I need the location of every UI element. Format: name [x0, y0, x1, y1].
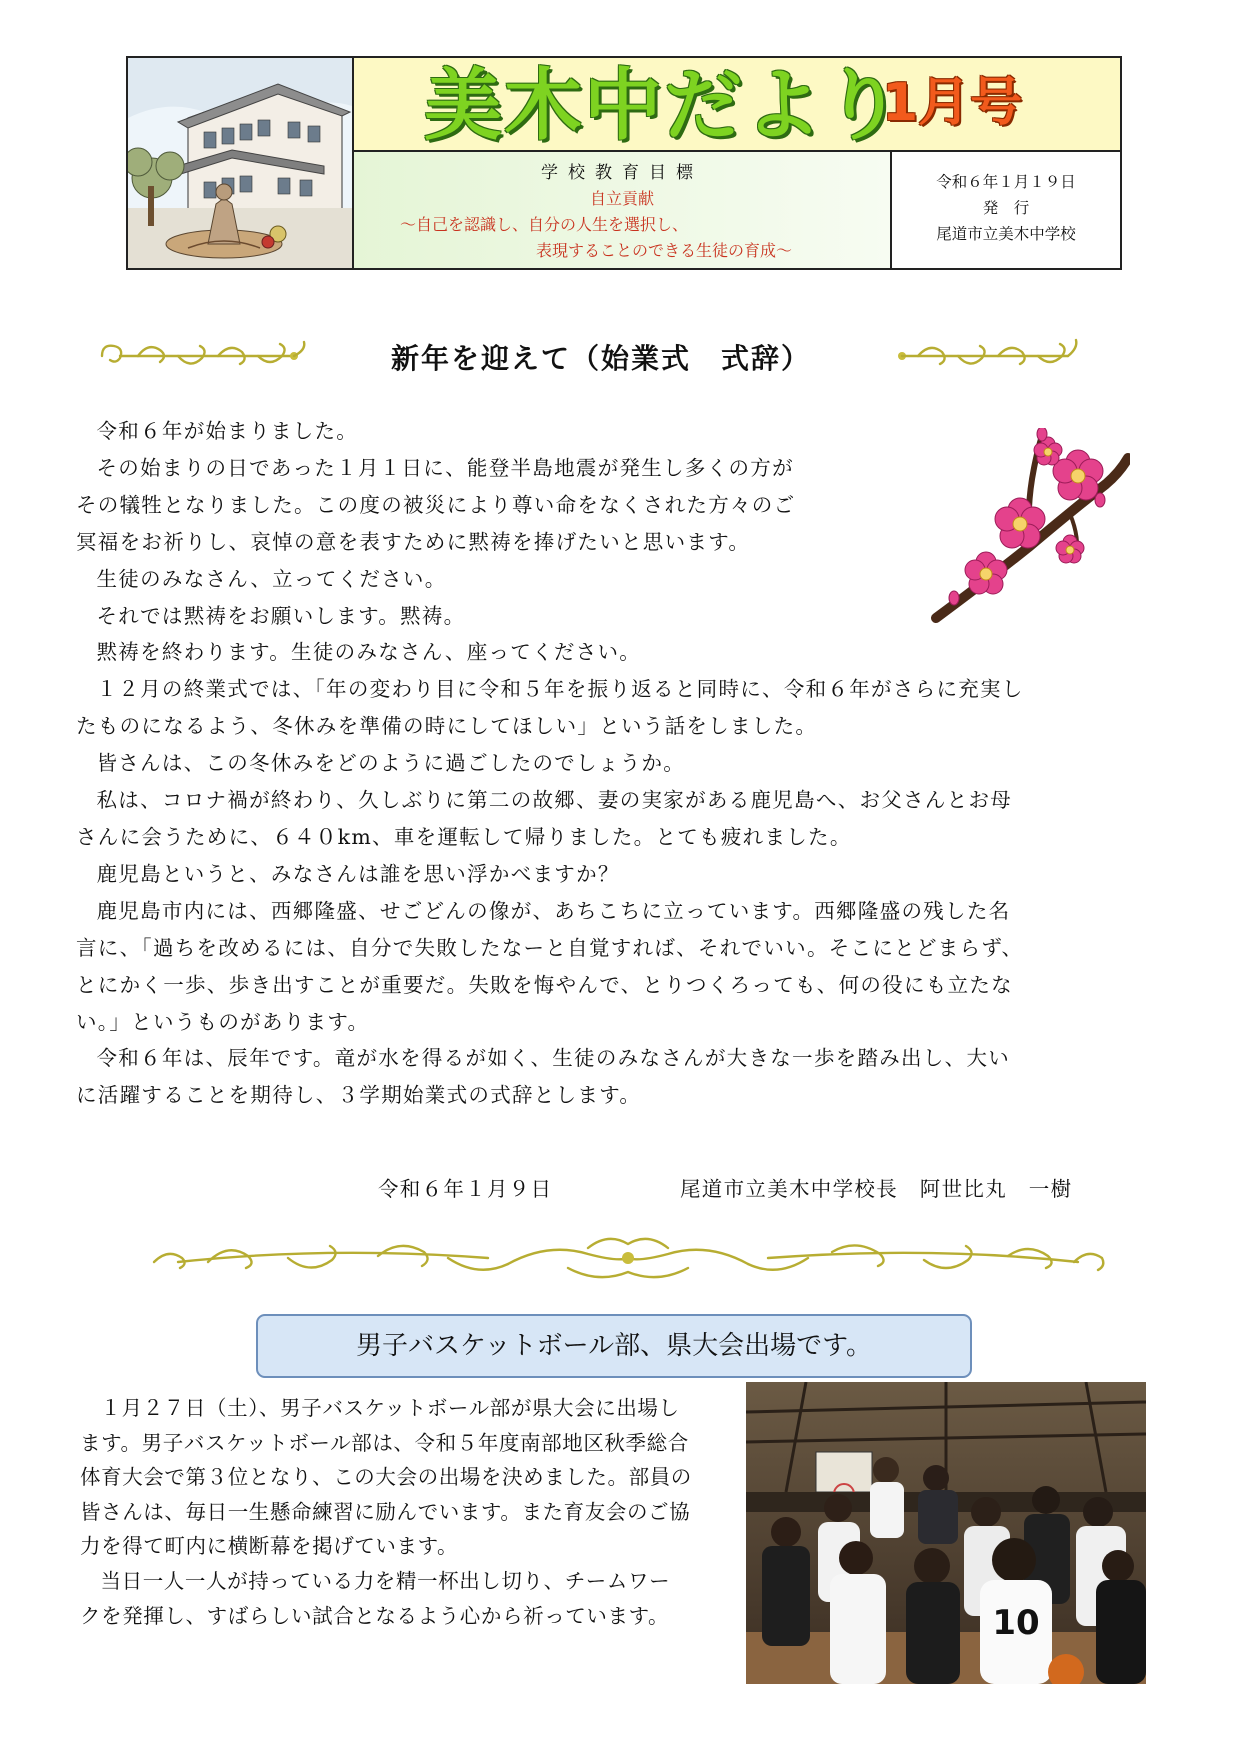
newsletter-title: 美木中だより [424, 61, 905, 151]
publisher-name: 尾道市立美木中学校 [936, 225, 1076, 243]
signoff-date: 令和６年１月９日 [378, 1177, 553, 1201]
goal-line-1: ～自己を認識し、自分の人生を選択し、 [400, 215, 689, 234]
article-2-heading-banner: 男子バスケットボール部、県大会出場です。 [256, 1314, 972, 1378]
body-line: 生徒のみなさん、立ってください。 [96, 566, 447, 591]
body-line: その始まりの日であった１月１日に、能登半島地震が発生し多くの方が [96, 455, 794, 480]
body-line: 私は、コロナ禍が終わり、久しぶりに第二の故郷、妻の実家がある鹿児島へ、お父さんとお母 [96, 788, 1013, 813]
goal-heading: 学校教育目標 [541, 163, 703, 183]
masthead [126, 56, 1122, 270]
article-1-body [76, 413, 1166, 1114]
body-line: 皆さんは、毎日一生懸命練習に励んでいます。また育友会のご協 [80, 1499, 691, 1524]
body-line: １２月の終業式では、「年の変わり目に令和５年を振り返ると同時に、令和６年がさらに充実し [96, 677, 1024, 702]
issue-date: 令和６年１月１９日 [936, 173, 1076, 191]
signoff-name: 尾道市立美木中学校長 阿世比丸 一樹 [680, 1177, 1073, 1201]
goal-line-2: 表現することのできる生徒の育成～ [536, 241, 793, 260]
body-line: 冥福をお祈りし、哀悼の意を表すために黙祷を捧げたいと思います。 [76, 529, 751, 554]
article-2-body [80, 1391, 740, 1633]
body-line: 体育大会で第３位となり、この大会の出場を決めました。部員の [80, 1465, 692, 1490]
right-scroll-ornament [892, 336, 1082, 376]
body-line: 力を得て町内に横断幕を掲げています。 [80, 1534, 459, 1559]
body-line: 皆さんは、この冬休みをどのように過ごしたのでしょうか。 [96, 751, 686, 776]
body-line: 黙祷を終わります。生徒のみなさん、座ってください。 [96, 640, 642, 665]
title-band [354, 58, 1120, 152]
jersey-number: 10 [992, 1603, 1040, 1643]
issued-label: 発 行 [982, 199, 1030, 217]
basketball-team-photo [746, 1382, 1146, 1684]
body-line: 当日一人一人が持っている力を精一杯出し切り、チームワー [100, 1568, 671, 1593]
publication-info-box [890, 152, 1120, 268]
goal-motto: 自立貢献 [589, 189, 654, 208]
body-line: とにかく一歩、歩き出すことが重要だ。失敗を悔やんで、とりつくろっても、何の役にも立たな [76, 972, 1013, 997]
body-line: その犠牲となりました。この度の被災により尊い命をなくされた方々のご [76, 492, 796, 517]
body-line: クを発揮し、すばらしい試合となるよう心から祈っています。 [80, 1603, 670, 1628]
body-line: たものになるよう、冬休みを準備の時にしてほしい」という話をしました。 [76, 714, 818, 739]
body-line: い。」というものがあります。 [76, 1009, 370, 1034]
school-building-illustration [128, 58, 354, 268]
body-line: 令和６年が始まりました。 [96, 419, 359, 443]
left-scroll-ornament [98, 336, 310, 376]
school-goal-box [354, 152, 890, 268]
body-line: ます。男子バスケットボール部は、令和５年度南部地区秋季総合 [80, 1430, 689, 1455]
issue-label: 1月号 [882, 73, 1023, 133]
body-line: 令和６年は、辰年です。竜が水を得るが如く、生徒のみなさんが大きな一歩を踏み出し、大い [96, 1046, 1011, 1071]
divider-ornament [148, 1228, 1108, 1298]
body-line: 言に、「過ちを改めるには、自分で失敗したなーと自覚すれば、それでいい。そこにとどまらず、 [76, 935, 1024, 960]
body-line: 鹿児島というと、みなさんは誰を思い浮かべますか？ [96, 861, 620, 886]
article-1-heading: 新年を迎えて（始業式 式辞） [390, 342, 811, 375]
body-line: さんに会うために、６４０km、車を運転して帰りました。とても疲れました。 [76, 824, 852, 849]
body-line: １月２７日（土）、男子バスケットボール部が県大会に出場し [100, 1396, 680, 1420]
body-line: 鹿児島市内には、西郷隆盛、せごどんの像が、あちこちに立っています。西郷隆盛の残した名 [96, 898, 1011, 923]
body-line: に活躍することを期待し、３学期始業式の式辞とします。 [76, 1083, 642, 1108]
body-line: それでは黙祷をお願いします。黙祷。 [96, 603, 466, 628]
